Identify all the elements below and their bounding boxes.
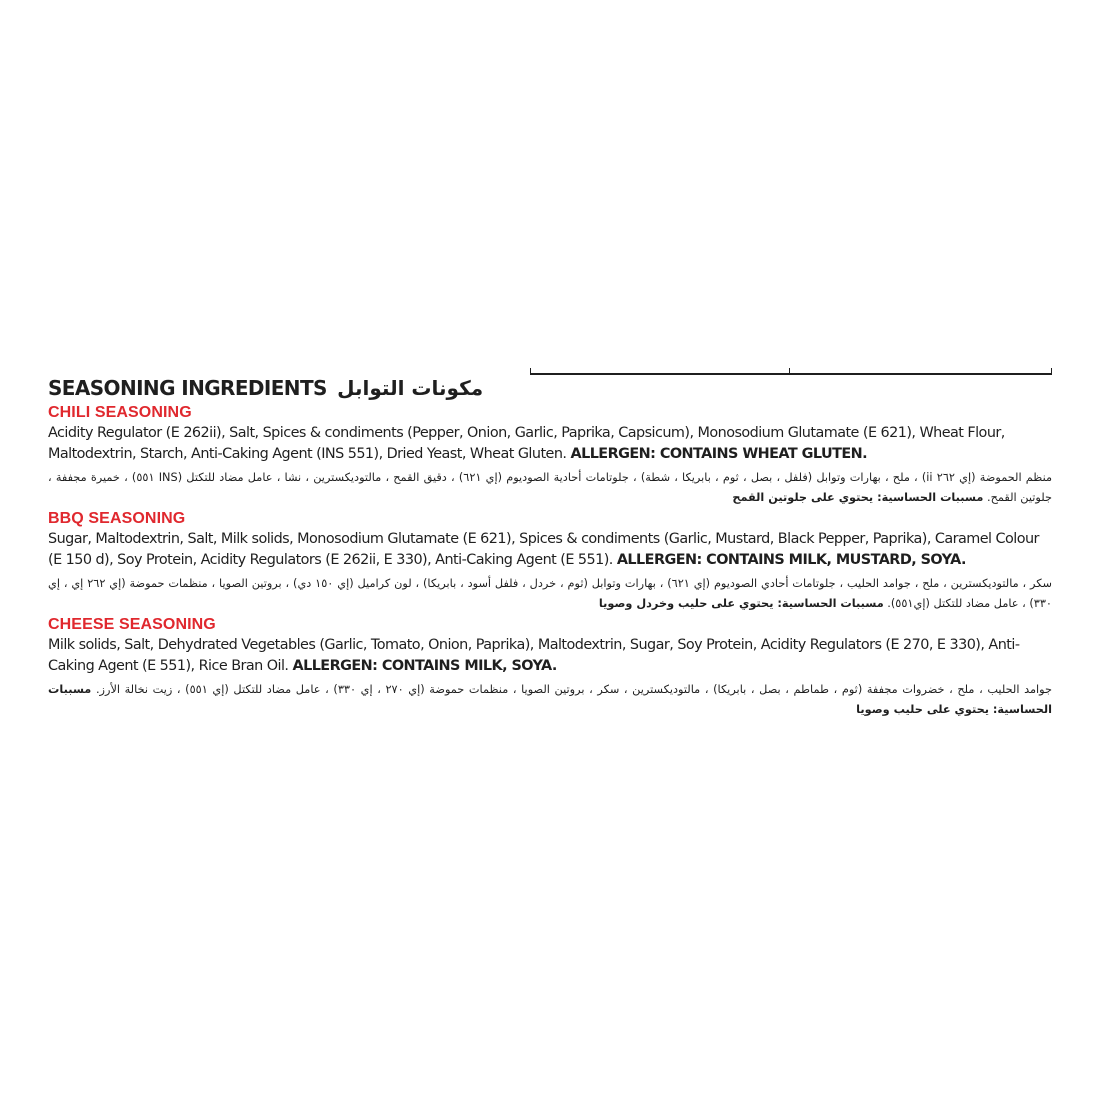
section-chili-seasoning	[48, 404, 1052, 508]
page-title	[48, 376, 483, 400]
arabic-allergen-statement: مسببات الحساسية: يحتوي على حليب وخردل وصويا	[598, 597, 884, 610]
header-rule	[530, 373, 1052, 375]
arabic-ingredients	[48, 574, 1052, 614]
ingredients-text: Sugar, Maltodextrin, Salt, Milk solids, Monosodium Glutamate (E 621), Spices & condiments (Garlic, Mustard, Black Pepper, Paprika), Caramel Colour (E 150 d), Soy Protein, Acidity Regulators (E 262ii, E 330), Anti-Caking Agent (E 551).	[48, 531, 1039, 568]
section-bbq-seasoning	[48, 510, 1052, 614]
ingredients-text: Milk solids, Salt, Dehydrated Vegetables (Garlic, Tomato, Onion, Paprika), Maltodextrin, Sugar, Soy Protein, Acidity Regulators (E 270, E 330), Anti-Caking Agent (E 551), Rice Bran Oil.	[48, 637, 1020, 674]
ingredients-panel	[48, 368, 1052, 720]
section-cheese-seasoning	[48, 616, 1052, 720]
section-title: CHEESE SEASONING	[48, 616, 216, 633]
title-english: SEASONING INGREDIENTS	[48, 376, 327, 400]
section-title: CHILI SEASONING	[48, 404, 192, 421]
ingredients-text: Acidity Regulator (E 262ii), Salt, Spices & condiments (Pepper, Onion, Garlic, Paprika, Capsicum), Monosodium Glutamate (E 621), Wheat Flour, Maltodextrin, Starch, Anti-Caking Agent (INS 551), Dried Yeast, Wheat Gluten.	[48, 425, 1005, 462]
arabic-ingredients-text: جوامد الحليب ، ملح ، خضروات مجففة (ثوم ، طماطم ، بصل ، بابريكا) ، مالتوديكسترين ، سكر ، بروتين الصويا ، منظمات حموضة (إي ٢٧٠ ، إي ٣٣٠) ، عامل مضاد للتكتل (إي ٥٥١) ، زيت نخالة الأرز.	[95, 683, 1053, 696]
rule-tick-right	[1051, 368, 1052, 375]
allergen-statement: ALLERGEN: CONTAINS WHEAT GLUTEN.	[570, 446, 868, 462]
allergen-statement: ALLERGEN: CONTAINS MILK, SOYA.	[292, 658, 557, 674]
arabic-ingredients	[48, 468, 1052, 508]
rule-tick-left	[530, 368, 531, 375]
header-row	[48, 368, 1052, 402]
arabic-allergen-statement: مسببات الحساسية: يحتوي على جلوتين القمح	[732, 491, 984, 504]
english-ingredients	[48, 423, 1052, 465]
english-ingredients	[48, 635, 1052, 677]
arabic-ingredients-text: منظم الحموضة (إي ٢٦٢ ii) ، ملح ، بهارات وتوابل (فلفل ، بصل ، ثوم ، بابريكا ، شطة) ، جلوتامات أحادية الصوديوم (إي ٦٢١) ، دقيق القمح ، مالتوديكسترين ، نشا ، عامل مضاد للتكتل (INS ٥٥١) ، خميرة مجففة ، جلوتين القمح.	[48, 471, 1053, 504]
rule-tick-middle	[789, 368, 790, 375]
arabic-ingredients-text: سكر ، مالتوديكسترين ، ملح ، جوامد الحليب ، جلوتامات أحادي الصوديوم (إي ٦٢١) ، بهارات وتوابل (ثوم ، خردل ، فلفل أسود ، بابريكا) ، لون كراميل (إي ١٥٠ دي) ، بروتين الصويا ، منظمات حموضة (إي ٢٦٢ إي ، إي ٣٣٠) ، عامل مضاد للتكتل (إي٥٥١).	[48, 577, 1052, 610]
title-arabic: مكونات التوابل	[337, 376, 484, 400]
section-title: BBQ SEASONING	[48, 510, 186, 527]
allergen-statement: ALLERGEN: CONTAINS MILK, MUSTARD, SOYA.	[616, 552, 966, 568]
arabic-ingredients	[48, 680, 1052, 720]
arabic-allergen-statement: مسببات الحساسية: يحتوي على حليب وصويا	[48, 683, 1052, 716]
english-ingredients	[48, 529, 1052, 571]
